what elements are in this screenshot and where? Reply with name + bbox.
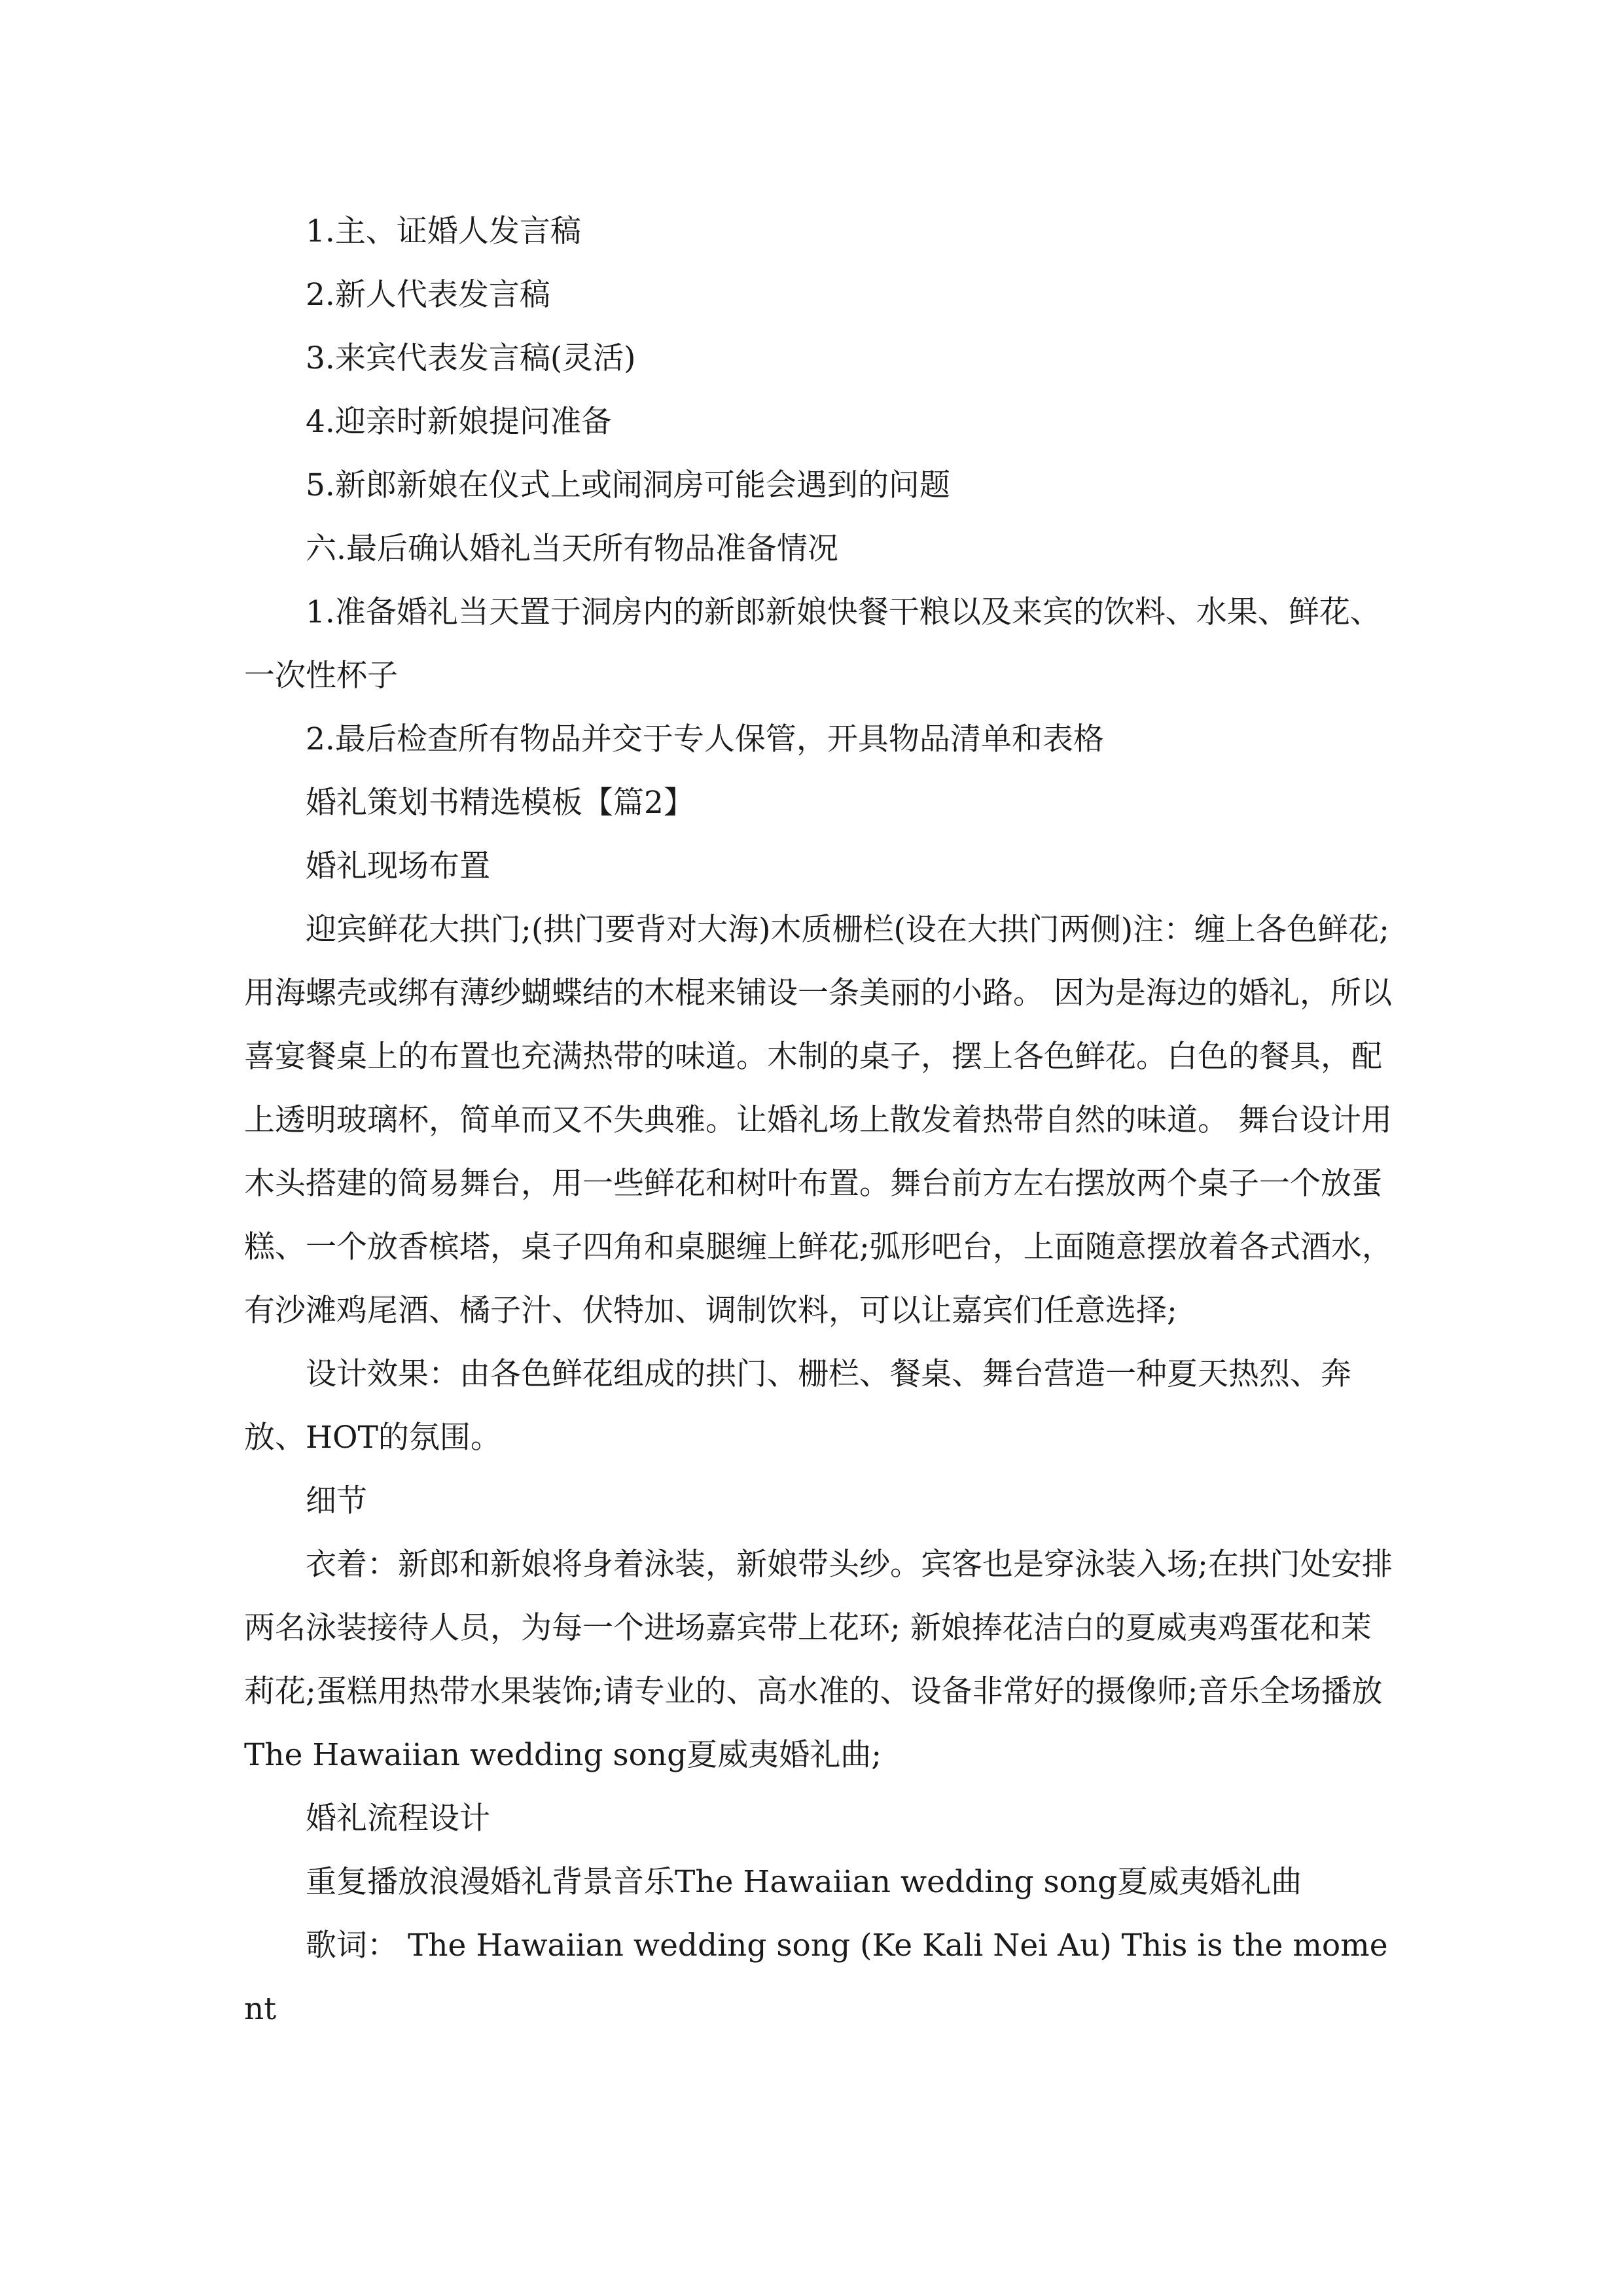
section-heading-final-check: 六.最后确认婚礼当天所有物品准备情况 <box>306 531 838 567</box>
list-item-prepare-supplies: 1.准备婚礼当天置于洞房内的新郎新娘快餐干粮以及来宾的饮料、水果、鲜花、一次性杯子 <box>244 594 1381 694</box>
list-item-inspect-items: 2.最后检查所有物品并交于专人保管，开具物品清单和表格 <box>306 721 1104 757</box>
list-item-possible-issues: 5.新郎新娘在仪式上或闹洞房可能会遇到的问题 <box>306 467 950 503</box>
paragraph-attire: 衣着：新郎和新娘将身着泳装，新娘带头纱。宾客也是穿泳装入场;在拱门处安排两名泳装接待人员，为每一个进场嘉宾带上花环; 新娘捧花洁白的夏威夷鸡蛋花和茉莉花;蛋糕用热带水果装饰;请专业的、高水准的、设备非常好的摄像师;音乐全场播放The Hawaiian wedding song夏威夷婚礼曲; <box>244 1547 1393 1773</box>
document-body <box>244 200 1396 2041</box>
list-item-speech-couple: 2.新人代表发言稿 <box>306 277 550 313</box>
list-item-bride-questions: 4.迎亲时新娘提问准备 <box>306 404 612 440</box>
document-title-part-2: 婚礼策划书精选模板【篇2】 <box>306 785 694 821</box>
section-heading-venue-setup: 婚礼现场布置 <box>306 848 490 884</box>
paragraph-venue-description: 迎宾鲜花大拱门;(拱门要背对大海)木质栅栏(设在大拱门两侧)注：缠上各色鲜花;用海螺壳或绑有薄纱蝴蝶结的木棍来铺设一条美丽的小路。 因为是海边的婚礼，所以喜宴餐桌上的布置也充满热带的味道。木制的桌子，摆上各色鲜花。白色的餐具，配上透明玻璃杯，简单而又不失典雅。让婚礼场上散发着热带自然的味道。 舞台设计用木头搭建的简易舞台，用一些鲜花和树叶布置。舞台前方左右摆放两个桌子一个放蛋糕、一个放香槟塔，桌子四角和桌腿缠上鲜花;弧形吧台，上面随意摆放着各式酒水，有沙滩鸡尾酒、橘子汁、伏特加、调制饮料，可以让嘉宾们任意选择; <box>244 912 1393 1329</box>
section-heading-ceremony-flow: 婚礼流程设计 <box>306 1801 490 1837</box>
paragraph-lyrics: 歌词： The Hawaiian wedding song (Ke Kali Nei Au) This is the moment <box>244 1928 1388 2027</box>
paragraph-design-effect: 设计效果：由各色鲜花组成的拱门、栅栏、餐桌、舞台营造一种夏天热烈、奔放、HOT的氛围。 <box>244 1356 1351 1456</box>
paragraph-background-music: 重复播放浪漫婚礼背景音乐The Hawaiian wedding song夏威夷婚礼曲 <box>306 1864 1302 1900</box>
list-item-speech-officiant: 1.主、证婚人发言稿 <box>306 213 581 249</box>
list-item-speech-guest: 3.来宾代表发言稿(灵活) <box>306 340 636 376</box>
section-heading-details: 细节 <box>306 1483 367 1519</box>
